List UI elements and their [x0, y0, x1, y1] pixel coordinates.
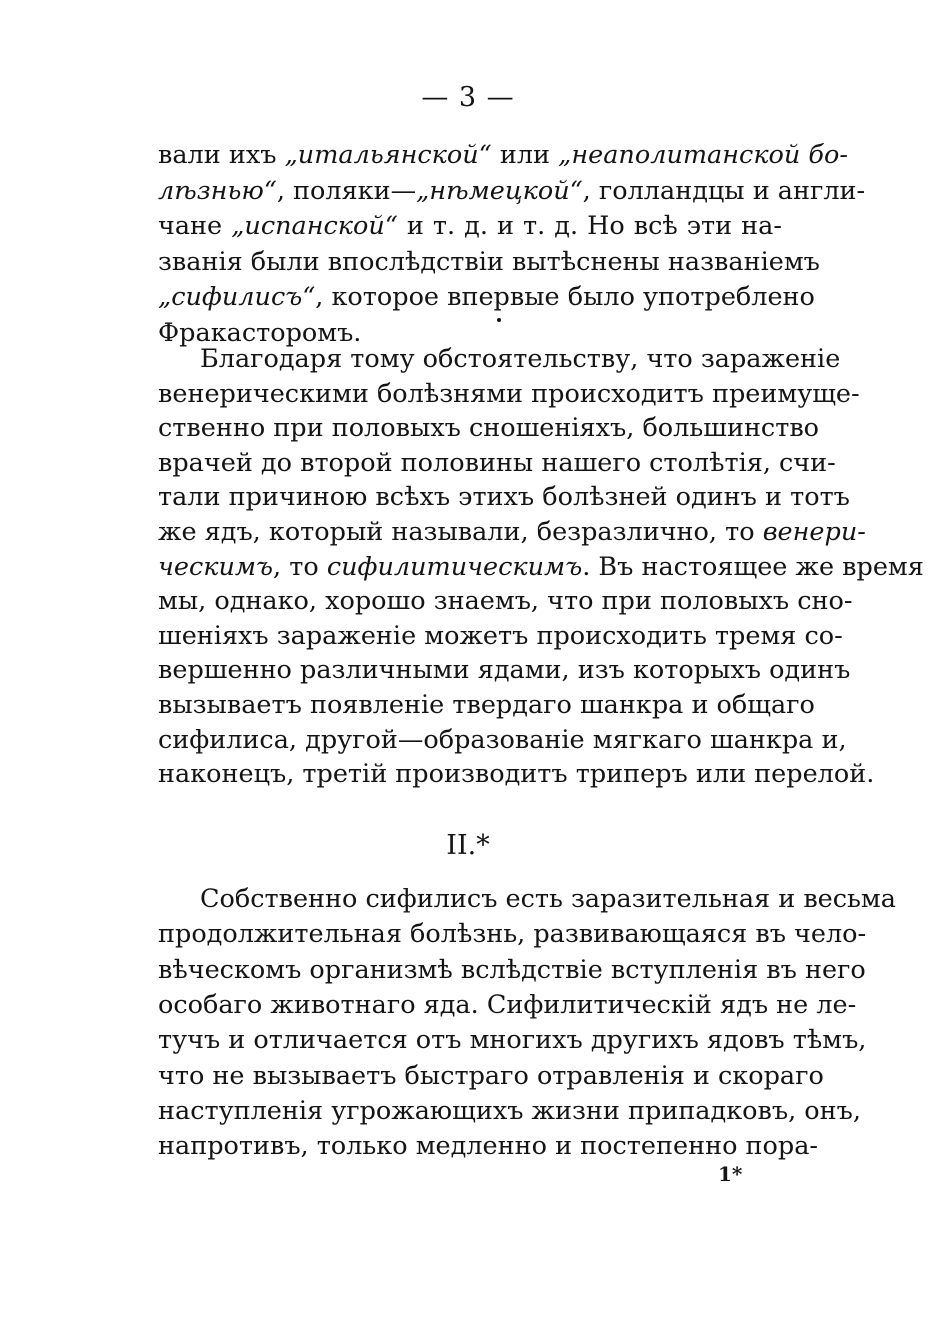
text-run: Собственно сифилисъ есть заразительная и весьма — [200, 884, 896, 914]
text-line — [158, 653, 851, 687]
text-run: врачей до второй половины нашего столѣтія, счи- — [158, 447, 836, 478]
text-run: вершенно различными ядами, изъ которыхъ одинъ — [158, 655, 851, 686]
text-run: что не вызываетъ быстраго отравленія и скораго — [158, 1060, 824, 1091]
emphasis-text: „неаполитанской бо- — [558, 140, 848, 170]
text-run: чане — [158, 211, 232, 242]
text-line — [158, 988, 857, 1022]
text-run: , поляки— — [276, 175, 417, 206]
text-run: наконецъ, третій производитъ триперъ или перелой. — [158, 759, 875, 790]
text-line — [158, 515, 866, 549]
text-run: шеніяхъ зараженіе можетъ происходить тремя со- — [158, 620, 843, 651]
text-line — [158, 953, 866, 987]
text-line — [158, 280, 815, 314]
text-line — [158, 209, 782, 243]
text-line — [158, 917, 867, 951]
emphasis-text: „нѣмецкой“ — [416, 175, 583, 206]
text-line — [158, 480, 850, 514]
page-number: — 3 — — [421, 82, 515, 113]
text-run: вѣческомъ организмѣ вслѣдствіе вступленія въ него — [158, 954, 866, 985]
text-line — [158, 174, 866, 208]
emphasis-text: венери- — [762, 517, 866, 547]
text-run: и т. д. и т. д. Но всѣ эти на- — [397, 211, 782, 242]
text-line — [158, 619, 843, 653]
text-run: Благодаря тому обстоятельству, что зараженіе — [200, 344, 841, 374]
text-run: , которое впервые было употреблено — [315, 282, 815, 313]
text-run: тучъ и отличается отъ многихъ другихъ ядовъ тѣмъ, — [158, 1025, 867, 1056]
text-run: особаго животнаго яда. Сифилитическій ядъ не ле- — [158, 989, 857, 1020]
text-line — [158, 1129, 819, 1163]
text-run: Фракасторомъ. — [158, 318, 362, 348]
text-line — [158, 411, 820, 445]
text-line — [158, 446, 836, 480]
text-run: сифилиса, другой—образованіе мягкаго шанкра и, — [158, 724, 847, 755]
text-line — [158, 757, 875, 791]
text-run: тали причиною всѣхъ этихъ болѣзней одинъ и тотъ — [158, 482, 850, 513]
text-line — [158, 1094, 861, 1128]
text-run: же ядъ, который называли, безразлично, то — [158, 517, 763, 547]
text-run: званія были впослѣдствіи вытѣснены названіемъ — [158, 246, 820, 277]
text-line — [158, 377, 860, 411]
text-run: , то — [273, 551, 327, 582]
text-run: мы, однако, хорошо знаемъ, что при половыхъ сно- — [158, 586, 853, 617]
emphasis-text: „итальянской“ — [284, 140, 492, 170]
emphasis-text: „испанской“ — [231, 211, 398, 242]
text-run: или — [491, 140, 559, 170]
text-line — [158, 723, 847, 757]
emphasis-text: ческимъ — [158, 551, 274, 582]
text-run: , голландцы и англи- — [582, 175, 866, 206]
text-line — [200, 882, 896, 916]
emphasis-text: „сифилисъ“ — [158, 282, 316, 313]
text-line — [158, 584, 853, 618]
text-line — [158, 138, 848, 172]
text-run: ственно при половыхъ сношеніяхъ, большинство — [158, 413, 820, 444]
section-heading: II.* — [446, 830, 490, 861]
text-run: . Въ настоящее же время — [582, 551, 924, 582]
signature-mark: 1* — [718, 1162, 743, 1186]
text-run: вали ихъ — [158, 140, 285, 170]
text-line — [158, 550, 924, 584]
emphasis-text: лѣзнью“ — [158, 175, 277, 206]
text-run: наступленія угрожающихъ жизни припадковъ, онъ, — [158, 1095, 861, 1126]
text-run: венерическими болѣзнями происходитъ преимуще- — [158, 378, 860, 409]
emphasis-text: сифилитическимъ — [326, 551, 583, 582]
text-run: напротивъ, только медленно и постепенно пора- — [158, 1131, 819, 1162]
text-line — [158, 1023, 867, 1057]
text-line — [158, 1059, 824, 1093]
text-line — [200, 342, 841, 376]
text-run: вызываетъ появленіе твердаго шанкра и общаго — [158, 690, 815, 720]
text-run: продолжительная болѣзнь, развивающаяся въ чело- — [158, 919, 867, 950]
text-line — [158, 688, 815, 722]
text-line — [158, 245, 820, 279]
